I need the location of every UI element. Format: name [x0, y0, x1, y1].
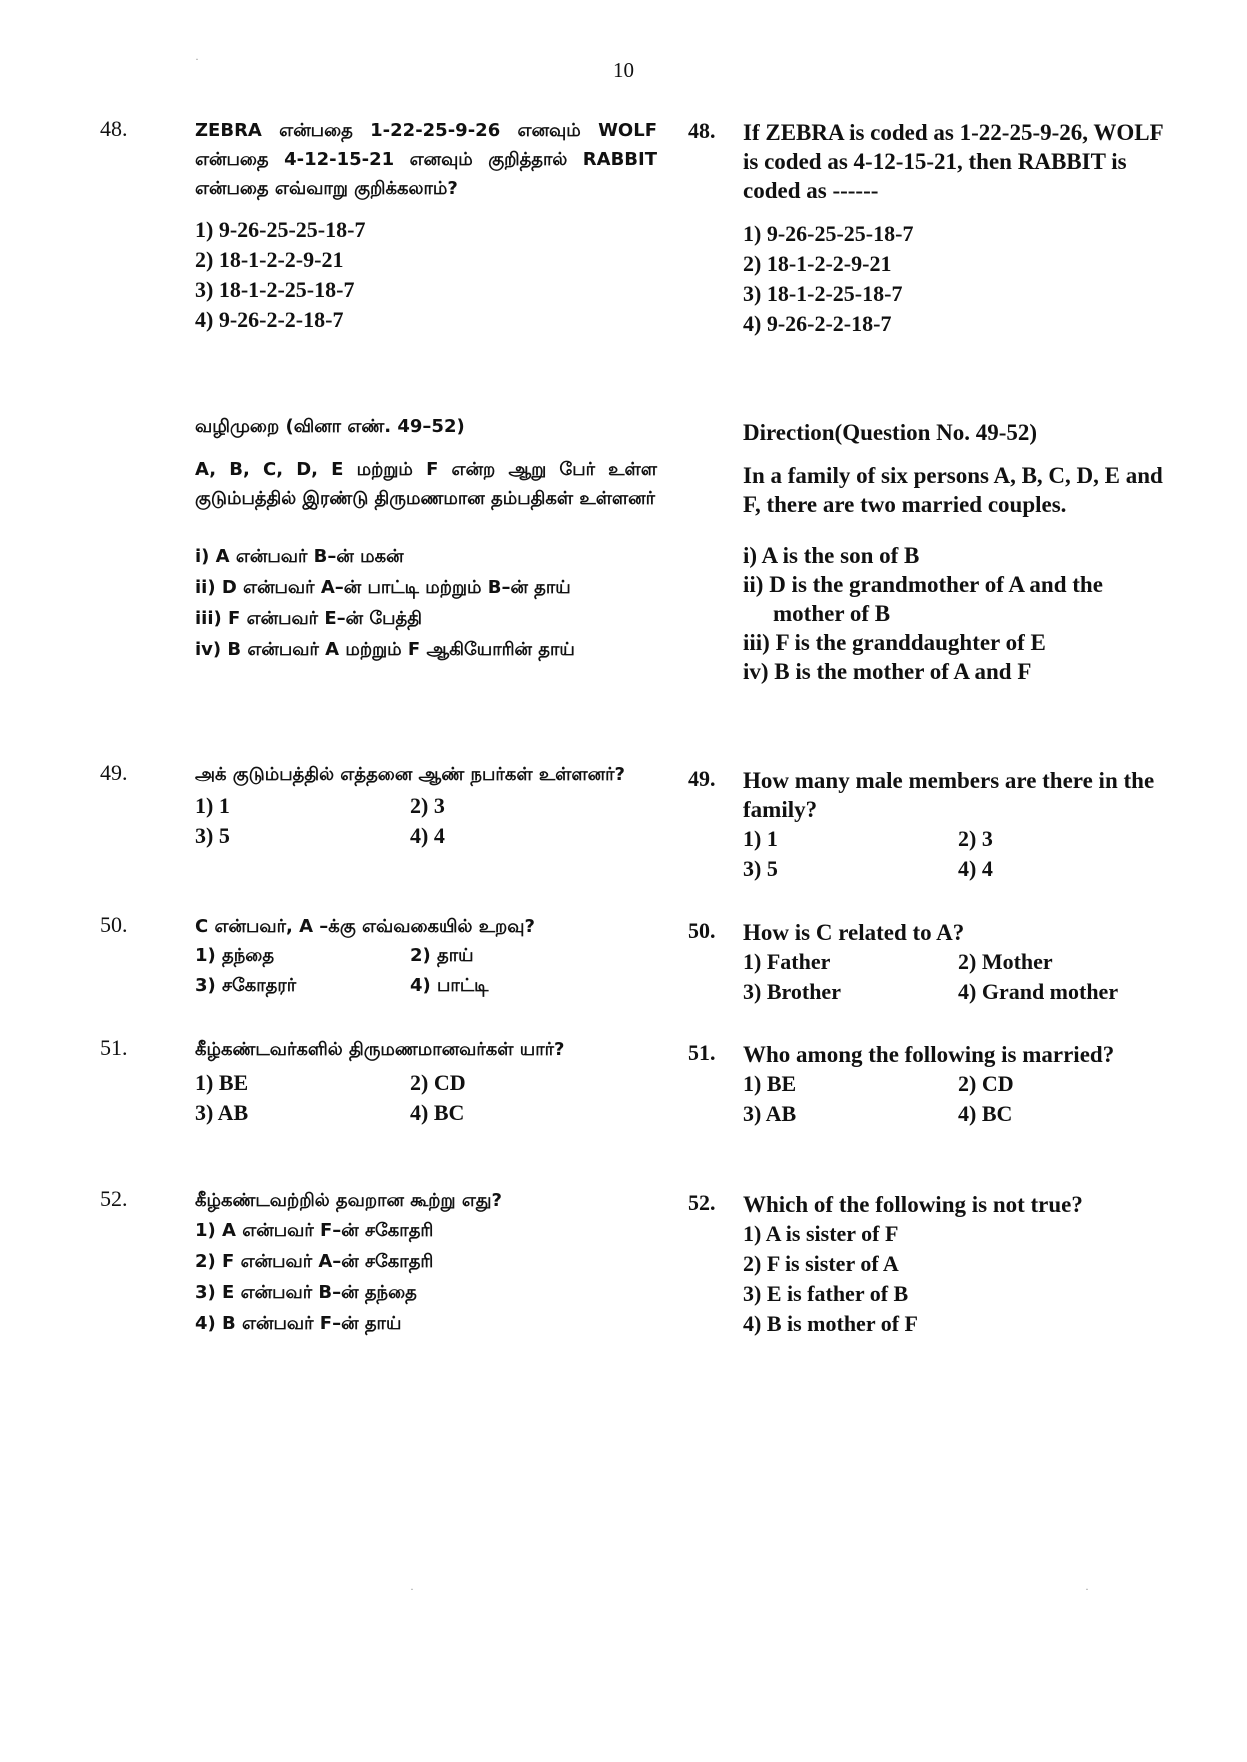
option: 1) A is sister of F [743, 1221, 899, 1246]
option: 2) தாய் [410, 945, 474, 966]
option: 1) A என்பவர் F–ன் சகோதரி [195, 1220, 434, 1241]
options-grid [743, 824, 1173, 884]
option: 4) B is mother of F [743, 1311, 918, 1336]
statement: iii) F is the granddaughter of E [743, 630, 1046, 655]
question-number: 50. [688, 918, 716, 943]
direction-title: Direction(Question No. 49-52) [743, 420, 1038, 445]
option: 4) Grand mother [958, 979, 1119, 1004]
option: 4) BC [958, 1101, 1013, 1126]
option: 3) E is father of B [743, 1281, 909, 1306]
option: 1) 9-26-25-25-18-7 [743, 221, 914, 246]
option: 1) BE [195, 1070, 249, 1095]
option: 2) 18-1-2-2-9-21 [743, 251, 892, 276]
option: 4) B என்பவர் F–ன் தாய் [195, 1313, 402, 1334]
option: 2) F is sister of A [743, 1251, 899, 1276]
options-grid [195, 791, 657, 851]
question-text: How many male members are there in the family? [743, 768, 1155, 822]
option: 3) 18-1-2-25-18-7 [743, 281, 903, 306]
question-text: கீழ்கண்டவர்களில் திருமணமானவர்கள் யார்? [195, 1039, 565, 1060]
statement: i) A is the son of B [743, 543, 920, 568]
statement: i) A என்பவர் B–ன் மகன் [195, 546, 404, 567]
option: 1) 9-26-25-25-18-7 [195, 217, 366, 242]
option: 3) AB [195, 1100, 249, 1125]
page-number: 10 [613, 58, 634, 82]
options-grid [195, 1068, 657, 1128]
option: 4) பாட்டி [410, 975, 489, 996]
statement: iv) B என்பவர் A மற்றும் F ஆகியோரின் தாய் [195, 639, 575, 660]
option: 4) 9-26-2-2-18-7 [743, 311, 892, 336]
question-number: 49. [100, 760, 128, 785]
option: 3) 5 [743, 856, 778, 881]
option: 3) 5 [195, 823, 230, 848]
question-text: If ZEBRA is coded as 1-22-25-9-26, WOLF is coded as 4-12-15-21, then RABBIT is coded as ------ [743, 120, 1163, 203]
option: 3) AB [743, 1101, 797, 1126]
question-number: 51. [100, 1035, 128, 1060]
options-list [743, 1219, 1173, 1339]
statements-list [743, 541, 1173, 686]
options-grid [743, 947, 1173, 1007]
option: 1) Father [743, 949, 831, 974]
question-number: 49. [688, 766, 716, 791]
statement: ii) D என்பவர் A–ன் பாட்டி மற்றும் B–ன் தாய் [195, 577, 571, 598]
option: 4) 4 [958, 856, 993, 881]
direction-intro: A, B, C, D, E மற்றும் F என்ற ஆறு பேர் உள்ள குடும்பத்தில் இரண்டு திருமணமான தம்பதிகள் உள்ளனர் [195, 459, 657, 509]
option: 2) Mother [958, 949, 1053, 974]
statement: iv) B is the mother of A and F [743, 659, 1032, 684]
option: 2) CD [958, 1071, 1014, 1096]
option: 2) 3 [410, 793, 445, 818]
option: 1) 1 [195, 793, 230, 818]
option: 1) 1 [743, 826, 778, 851]
direction-intro: In a family of six persons A, B, C, D, E and F, there are two married couples. [743, 463, 1163, 517]
option: 4) 4 [410, 823, 445, 848]
options-list [195, 215, 657, 335]
options-grid [743, 1069, 1173, 1129]
option: 1) தந்தை [195, 945, 275, 966]
question-text: Who among the following is married? [743, 1042, 1115, 1067]
option: 2) F என்பவர் A–ன் சகோதரி [195, 1251, 434, 1272]
option: 3) 18-1-2-25-18-7 [195, 277, 355, 302]
question-number: 48. [688, 118, 716, 143]
statement: mother of B [773, 601, 891, 626]
question-number: 52. [688, 1190, 716, 1215]
direction-title: வழிமுறை (வினா எண். 49–52) [195, 416, 465, 437]
question-number: 52. [100, 1186, 128, 1211]
statement: iii) F என்பவர் E–ன் பேத்தி [195, 608, 423, 629]
options-list [195, 1215, 657, 1339]
question-text: Which of the following is not true? [743, 1192, 1083, 1217]
question-text: C என்பவர், A –க்கு எவ்வகையில் உறவு? [195, 916, 535, 937]
question-text: How is C related to A? [743, 920, 965, 945]
options-list [743, 219, 1173, 339]
option: 3) Brother [743, 979, 841, 1004]
question-text: ZEBRA என்பதை 1-22-25-9-26 எனவும் WOLF என்பதை 4-12-15-21 எனவும் குறித்தால் RABBIT என்பதை எவ்வாறு குறிக்கலாம்? [195, 120, 657, 199]
option: 4) BC [410, 1100, 465, 1125]
statements-list [195, 541, 657, 665]
option: 3) சகோதரர் [195, 975, 297, 996]
option: 4) 9-26-2-2-18-7 [195, 307, 344, 332]
scan-speck: · [410, 1582, 414, 1596]
question-text: அக் குடும்பத்தில் எத்தனை ஆண் நபர்கள் உள்ளனர்? [195, 764, 625, 785]
statement: ii) D is the grandmother of A and the [743, 572, 1103, 597]
question-text: கீழ்கண்டவற்றில் தவறான கூற்று எது? [195, 1190, 502, 1211]
option: 3) E என்பவர் B–ன் தந்தை [195, 1282, 417, 1303]
scan-speck: · [195, 52, 199, 66]
option: 2) CD [410, 1070, 466, 1095]
options-grid [195, 941, 657, 1001]
question-number: 51. [688, 1040, 716, 1065]
scan-speck: · [1085, 1582, 1089, 1596]
option: 2) 18-1-2-2-9-21 [195, 247, 344, 272]
option: 1) BE [743, 1071, 797, 1096]
option: 2) 3 [958, 826, 993, 851]
question-number: 48. [100, 116, 128, 141]
question-number: 50. [100, 912, 128, 937]
